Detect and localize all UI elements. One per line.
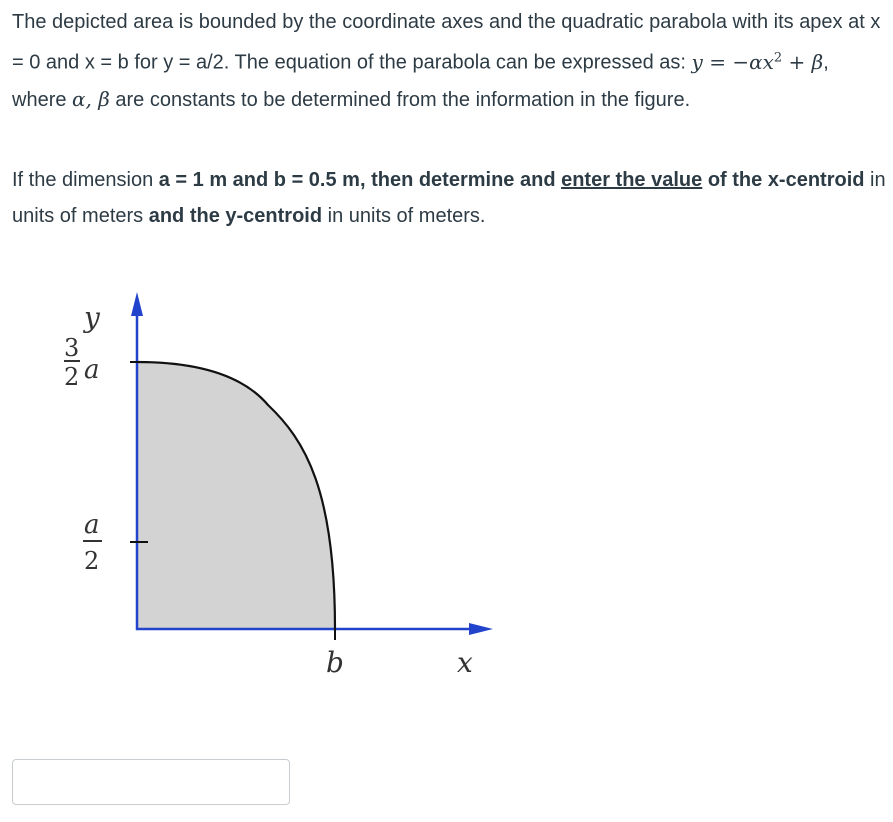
y-axis-label: y xyxy=(84,301,100,334)
eq-plus-beta: + β xyxy=(782,49,824,74)
task-y-centroid: and the y-centroid xyxy=(148,205,323,227)
alpha-symbol: α xyxy=(72,86,86,111)
task-units-1: in units of meters xyxy=(12,169,886,227)
label-3a-2-variable: a xyxy=(84,355,100,385)
label-3a-2-numerator: 3 xyxy=(64,334,80,362)
label-b: b xyxy=(326,646,344,679)
symbol-sep: , xyxy=(85,86,99,111)
statement-tail: are constants to be determined from the information in the figure. xyxy=(109,88,691,111)
statement-where: , where xyxy=(12,51,829,111)
task-enter-value: enter the value xyxy=(561,169,703,191)
x-axis-label: x xyxy=(457,646,473,679)
answer-input[interactable] xyxy=(12,759,290,805)
task-lead: If the dimension xyxy=(12,169,159,191)
eq-y: y xyxy=(691,49,703,74)
task-units-2: in units of meters. xyxy=(322,205,486,227)
x-axis-arrow xyxy=(469,623,493,635)
label-a-2-numerator: a xyxy=(84,510,100,540)
shaded-area xyxy=(137,362,335,629)
label-3a-2-denominator: 2 xyxy=(64,363,80,391)
beta-symbol: β xyxy=(98,86,110,111)
y-axis-arrow xyxy=(131,292,143,316)
label-a-2-denominator: 2 xyxy=(84,547,100,575)
eq-equals: = xyxy=(702,49,733,74)
eq-exponent: 2 xyxy=(773,50,783,65)
task-x-centroid: of the x-centroid xyxy=(702,169,865,191)
statement-text: The depicted area is bounded by the coordinate axes and the quadratic parabola with its apex at x = 0 and x = b for y = a/2. The equation of the parabola can be expressed as: xyxy=(12,11,881,74)
task-dimensions: a = 1 m and b = 0.5 m, then determine and xyxy=(158,169,562,191)
eq-rhs: −αx xyxy=(732,49,774,74)
